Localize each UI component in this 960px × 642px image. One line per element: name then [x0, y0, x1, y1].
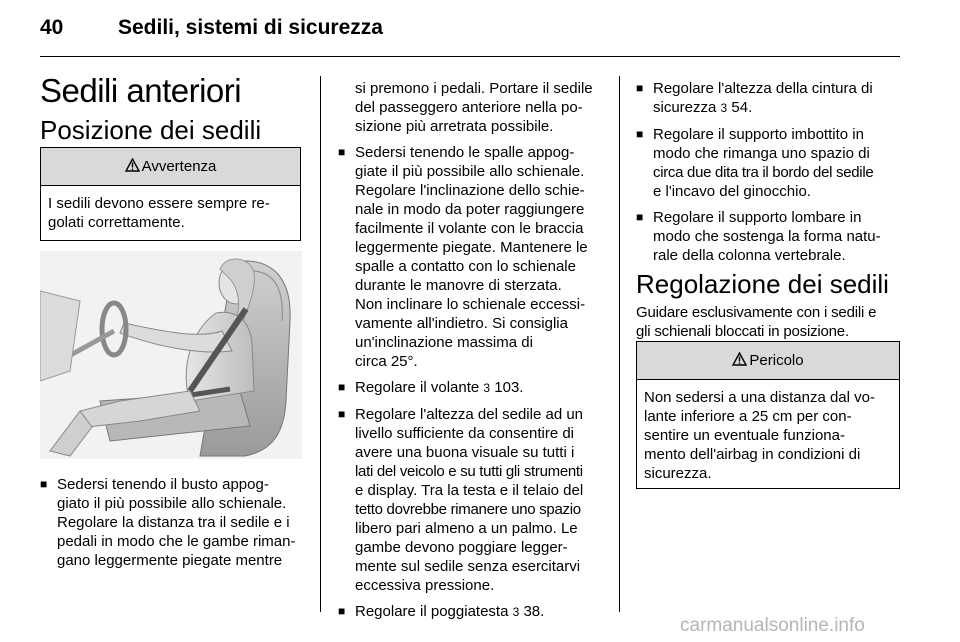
text-line: lati del veicolo e su tutti gli strumenti [355, 463, 583, 480]
list-item [338, 378, 606, 398]
text-line: gambe devono poggiare legger- [355, 539, 568, 556]
text-line: rale della colonna vertebrale. [653, 247, 846, 264]
heading-main: Sedili anteriori [40, 72, 242, 109]
seat-position-illustration [40, 251, 302, 459]
text-line: Regolare il supporto lombare in [653, 209, 862, 226]
list-item [338, 602, 606, 622]
warning-box-header [41, 148, 300, 186]
list-item [636, 125, 904, 201]
list-item [636, 208, 904, 265]
column-2-text [338, 79, 606, 622]
text-line: mente sul sedile senza esercitarvi [355, 558, 581, 575]
danger-line: sicurezza. [644, 465, 712, 482]
page-ref: 54. [727, 99, 753, 116]
warning-line: golati correttamente. [48, 214, 185, 231]
text-line: Non inclinare lo schienale eccessi- [355, 296, 586, 313]
page-ref: 38. [519, 603, 545, 620]
text-line: giato il più possibile allo schienale. [57, 495, 287, 512]
page-ref-arrow-icon: 3 [720, 101, 728, 115]
text-line: gano leggermente piegate mentre [57, 552, 283, 569]
text-line: giate il più possibile allo schienale. [355, 163, 585, 180]
danger-box-title: Pericolo [749, 352, 804, 369]
list-item [338, 405, 606, 595]
text-line: modo che sostenga la forma natu- [653, 228, 881, 245]
text-line: vamente all'indietro. Si consiglia [355, 315, 568, 332]
danger-box [636, 341, 900, 489]
bullet-icon: ■ [636, 127, 644, 141]
list-item [40, 475, 304, 570]
bullet-icon: ■ [338, 604, 346, 618]
text-line: e l'incavo del ginocchio. [653, 183, 811, 200]
text-line: circa due dita tra il bordo del sedile [653, 164, 874, 181]
text-line: sicurezza [653, 99, 721, 116]
text-line: eccessiva pressione. [355, 577, 495, 594]
section-title: Sedili, sistemi di sicurezza [118, 16, 383, 39]
text-line: gli schienali bloccati in posizione. [636, 323, 849, 340]
column-3-text [636, 79, 904, 265]
header-rule [40, 56, 900, 57]
text-line: Regolare il volante [355, 379, 484, 396]
page-number: 40 [40, 16, 64, 39]
heading-adjustment: Regolazione dei sedili [636, 269, 889, 299]
page-ref-arrow-icon: 3 [512, 605, 520, 619]
text-line: Regolare il supporto imbottito in [653, 126, 864, 143]
text-line: Regolare il poggiatesta [355, 603, 513, 620]
heading-position: Posizione dei sedili [40, 115, 262, 145]
text-line: pedali in modo che le gambe riman- [57, 533, 296, 550]
column-divider [320, 76, 321, 612]
warning-triangle-icon [732, 352, 747, 370]
column-divider [619, 76, 620, 612]
watermark: carmanualsonline.info [680, 615, 865, 636]
text-line: spalle a contatto con lo schienale [355, 258, 576, 275]
bullet-icon: ■ [338, 145, 346, 159]
text-line: sizione più arretrata possibile. [355, 118, 554, 135]
warning-box [40, 147, 301, 241]
list-item [636, 79, 904, 118]
text-line: avere una buona visuale su tutti i [355, 444, 575, 461]
text-line: si premono i pedali. Portare il sedile [355, 80, 593, 97]
danger-line: mento dell'airbag in condizioni di [644, 446, 861, 463]
text-line: tetto dovrebbe rimanere uno spazio [355, 501, 581, 518]
text-line: del passeggero anteriore nella po- [355, 99, 583, 116]
warning-box-title: Avvertenza [141, 158, 217, 175]
text-line: nale in modo da poter raggiungere [355, 201, 585, 218]
text-line: Regolare l'inclinazione dello schie- [355, 182, 585, 199]
danger-box-header [637, 342, 899, 380]
danger-box-body [637, 380, 899, 491]
warning-triangle-icon [125, 158, 140, 176]
page-ref-arrow-icon: 3 [483, 381, 491, 395]
danger-line: lante inferiore a 25 cm per con- [644, 408, 852, 425]
text-line: modo che rimanga uno spazio di [653, 145, 870, 162]
text-line: durante le manovre di sterzata. [355, 277, 562, 294]
text-line: libero pari almeno a un palmo. Le [355, 520, 578, 537]
text-line: Sedersi tenendo le spalle appog- [355, 144, 575, 161]
text-line: leggermente piegate. Mantenere le [355, 239, 588, 256]
text-line: livello sufficiente da consentire di [355, 425, 575, 442]
bullet-icon: ■ [338, 380, 346, 394]
bullet-icon: ■ [40, 477, 48, 491]
bullet-icon: ■ [338, 407, 346, 421]
list-item [338, 143, 606, 371]
text-line: Regolare l'altezza della cintura di [653, 80, 873, 97]
adjustment-paragraph [636, 303, 906, 341]
danger-line: sentire un eventuale funziona- [644, 427, 845, 444]
warning-line: I sedili devono essere sempre re- [48, 195, 270, 212]
text-line: e display. Tra la testa e il telaio del [355, 482, 584, 499]
page-ref: 103. [490, 379, 524, 396]
text-line: Regolare la distanza tra il sedile e i [57, 514, 290, 531]
bullet-icon: ■ [636, 210, 644, 224]
text-line: facilmente il volante con le braccia [355, 220, 584, 237]
text-line: Sedersi tenendo il busto appog- [57, 476, 269, 493]
text-line: un'inclinazione massima di [355, 334, 533, 351]
bullet-icon: ■ [636, 81, 644, 95]
text-line: Guidare esclusivamente con i sedili e [636, 304, 877, 321]
warning-box-body [41, 186, 300, 240]
danger-line: Non sedersi a una distanza dal vo- [644, 389, 875, 406]
text-line: circa 25°. [355, 353, 418, 370]
text-line: Regolare l'altezza del sedile ad un [355, 406, 584, 423]
